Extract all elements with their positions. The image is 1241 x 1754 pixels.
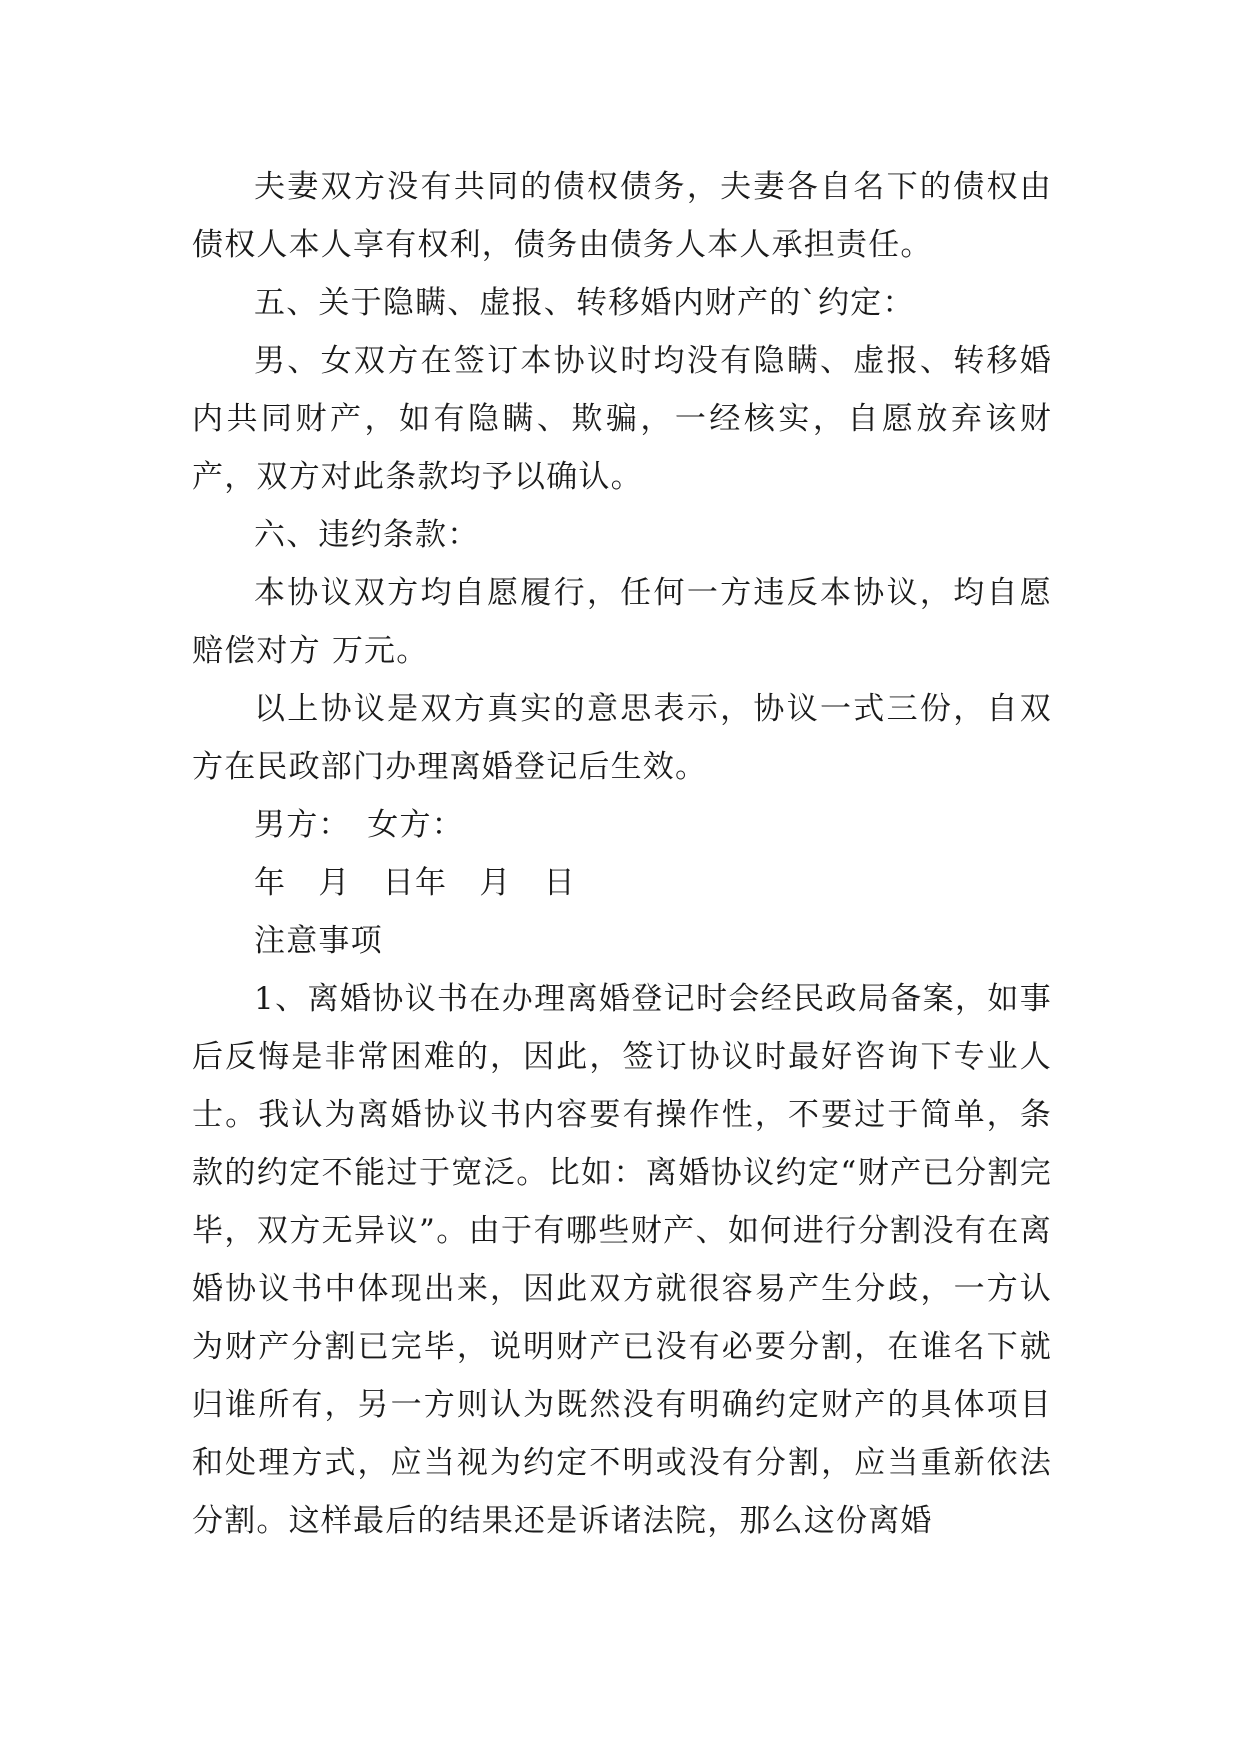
heading-concealment: 五、关于隐瞒、虚报、转移婚内财产的`约定：: [254, 285, 915, 321]
date-line: 年 月 日年 月 日: [254, 865, 576, 901]
heading-breach: 六、违约条款：: [254, 517, 480, 553]
paragraph-debts: 夫妻双方没有共同的债权债务，夫妻各自名下的债权由债权人本人享有权利，债务由债务人本人承担责任。: [192, 169, 1052, 263]
heading-notes: 注意事项: [254, 923, 383, 959]
paragraph-effect: 以上协议是双方真实的意思表示，协议一式三份，自双方在民政部门办理离婚登记后生效。: [192, 691, 1052, 785]
signature-line: 男方： 女方：: [254, 807, 464, 843]
paragraph-concealment: 男、女双方在签订本协议时均没有隐瞒、虚报、转移婚内共同财产，如有隐瞒、欺骗，一经核实，自愿放弃该财产，双方对此条款均予以确认。: [192, 343, 1052, 495]
document-body: [192, 158, 1052, 1550]
paragraph-breach: 本协议双方均自愿履行，任何一方违反本协议，均自愿赔偿对方 万元。: [192, 575, 1052, 669]
paragraph-note-1: 1、离婚协议书在办理离婚登记时会经民政局备案，如事后反悔是非常困难的，因此，签订协议时最好咨询下专业人士。我认为离婚协议书内容要有操作性，不要过于简单，条款的约定不能过于宽泛。比如：离婚协议约定“财产已分割完毕，双方无异议”。由于有哪些财产、如何进行分割没有在离婚协议书中体现出来，因此双方就很容易产生分歧，一方认为财产分割已完毕，说明财产已没有必要分割，在谁名下就归谁所有，另一方则认为既然没有明确约定财产的具体项目和处理方式，应当视为约定不明或没有分割，应当重新依法分割。这样最后的结果还是诉诸法院，那么这份离婚: [192, 981, 1052, 1539]
